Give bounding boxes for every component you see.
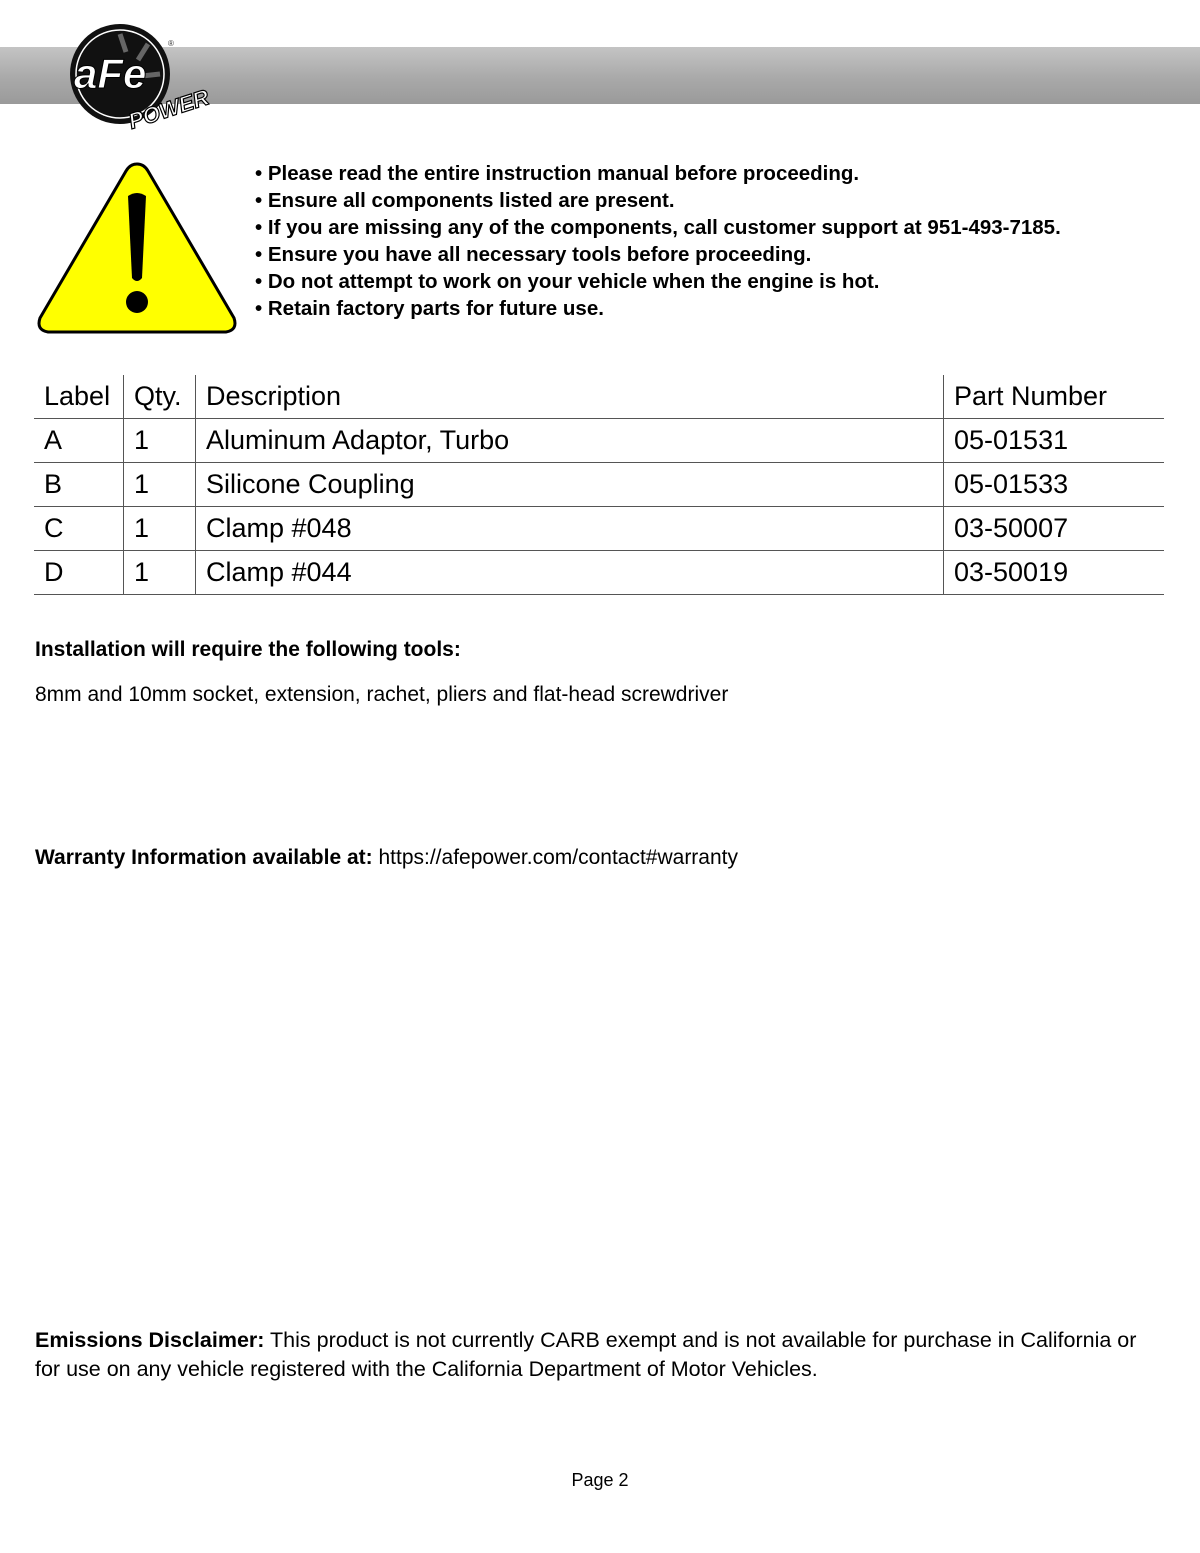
header-description: Description [196, 375, 944, 419]
tools-text: 8mm and 10mm socket, extension, rachet, pliers and flat-head screwdriver [35, 683, 729, 706]
warning-list [255, 160, 1175, 322]
cell-label: C [34, 507, 124, 551]
warning-item: • Please read the entire instruction manual before proceeding. [255, 160, 1175, 187]
cell-description: Silicone Coupling [196, 463, 944, 507]
emissions-disclaimer [35, 1326, 1155, 1384]
warning-item: • Do not attempt to work on your vehicle when the engine is hot. [255, 268, 1175, 295]
emissions-label: Emissions Disclaimer: [35, 1328, 265, 1352]
cell-part-number: 05-01531 [944, 419, 1165, 463]
emissions-text: This product is not currently CARB exempt and is not available for purchase in California or for use on any vehicle registered with the California Department of Motor Vehicles. [35, 1328, 1137, 1381]
table-row [34, 507, 1164, 551]
header-qty: Qty. [124, 375, 196, 419]
tools-heading: Installation will require the following tools: [35, 638, 461, 661]
cell-qty: 1 [124, 551, 196, 595]
cell-label: D [34, 551, 124, 595]
svg-text:®: ® [168, 39, 174, 48]
warranty-url[interactable]: https://afepower.com/contact#warranty [378, 846, 738, 869]
cell-qty: 1 [124, 507, 196, 551]
page-number: Page 2 [571, 1470, 629, 1490]
warranty-label: Warranty Information available at: [35, 846, 373, 869]
warning-item: • Retain factory parts for future use. [255, 295, 1175, 322]
header-label: Label [34, 375, 124, 419]
cell-qty: 1 [124, 463, 196, 507]
cell-label: A [34, 419, 124, 463]
header-part-number: Part Number [944, 375, 1165, 419]
cell-qty: 1 [124, 419, 196, 463]
table-row [34, 419, 1164, 463]
svg-text:POWER: POWER [125, 84, 213, 134]
parts-table [34, 375, 1164, 595]
warning-item: • Ensure you have all necessary tools before proceeding. [255, 241, 1175, 268]
warranty-info [35, 846, 738, 870]
warning-item: • If you are missing any of the components, call customer support at 951-493-7185. [255, 214, 1175, 241]
table-row [34, 551, 1164, 595]
table-row [34, 463, 1164, 507]
cell-description: Clamp #044 [196, 551, 944, 595]
warning-triangle-icon [34, 158, 240, 338]
cell-part-number: 03-50019 [944, 551, 1165, 595]
cell-part-number: 05-01533 [944, 463, 1165, 507]
afe-power-logo [68, 22, 238, 134]
cell-part-number: 03-50007 [944, 507, 1165, 551]
cell-description: Clamp #048 [196, 507, 944, 551]
table-header-row [34, 375, 1164, 419]
warning-item: • Ensure all components listed are present. [255, 187, 1175, 214]
cell-label: B [34, 463, 124, 507]
svg-text:aFe: aFe [74, 50, 147, 97]
cell-description: Aluminum Adaptor, Turbo [196, 419, 944, 463]
